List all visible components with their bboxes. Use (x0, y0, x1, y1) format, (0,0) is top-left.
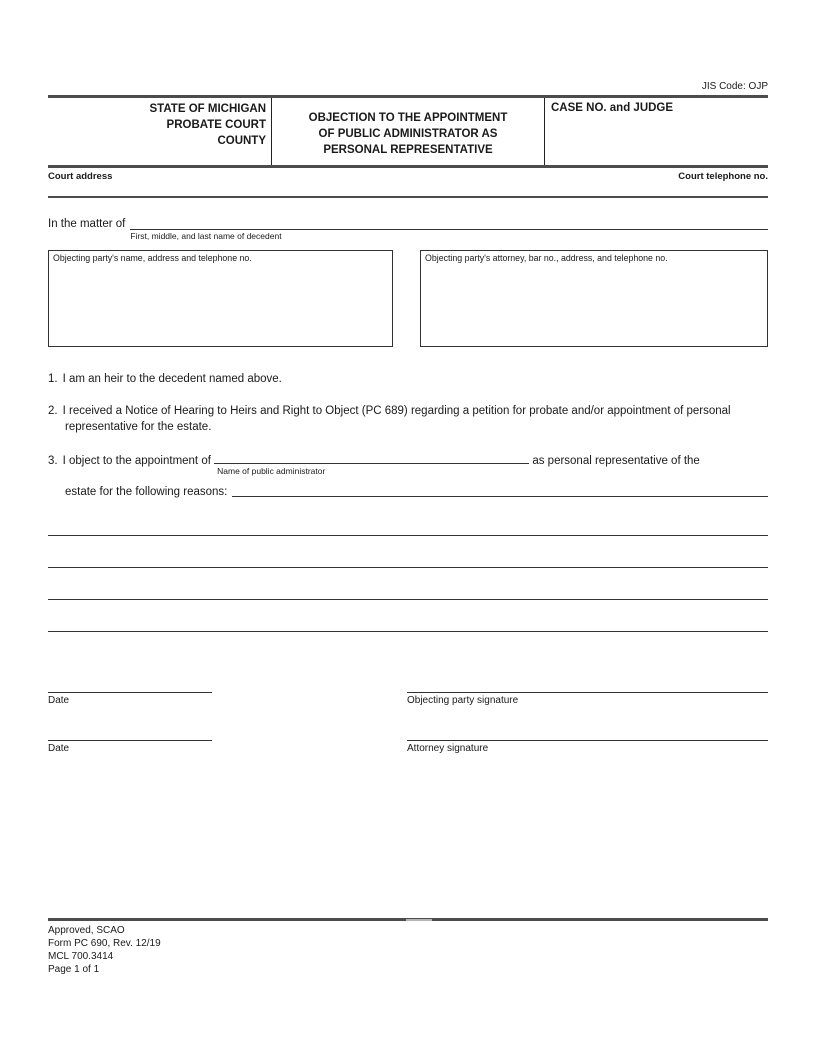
statement-item-3 (48, 452, 768, 476)
item-3-number: 3. (48, 455, 58, 467)
form-title (272, 98, 545, 165)
date-field-1-wrap (48, 680, 212, 707)
county-line: COUNTY (217, 135, 266, 147)
court-telephone-label: Court telephone no. (678, 171, 768, 182)
reasons-field-line-2[interactable] (48, 536, 768, 568)
footer-rule-notch (406, 919, 432, 921)
footer-page-number: Page 1 of 1 (48, 964, 100, 975)
date-label-1: Date (48, 695, 70, 706)
decedent-name-field-wrap (130, 217, 768, 242)
item-3-text-after: as personal representative of the (532, 455, 700, 467)
signature-row-2-spacer (212, 728, 407, 755)
signature-row-1-spacer (212, 680, 407, 707)
attorney-signature-field[interactable] (407, 728, 768, 741)
signature-row-1 (48, 680, 768, 707)
date-label-2: Date (48, 743, 70, 754)
form-header (48, 95, 768, 168)
public-administrator-name-caption: Name of public administrator (217, 466, 326, 476)
case-number-field[interactable] (545, 98, 768, 165)
date-field-2[interactable] (48, 728, 212, 741)
reasons-field-line-0[interactable] (232, 486, 768, 497)
probate-court-line: PROBATE COURT (166, 119, 266, 131)
date-field-2-wrap (48, 728, 212, 755)
reasons-field-line-4[interactable] (48, 600, 768, 632)
footer-approved: Approved, SCAO (48, 925, 125, 936)
signature-row-2 (48, 728, 768, 755)
attorney-signature-wrap (407, 728, 768, 755)
form-title-line3: PERSONAL REPRESENTATIVE (323, 144, 493, 156)
objecting-party-box[interactable] (48, 250, 393, 347)
case-number-label: CASE NO. and JUDGE (551, 102, 674, 114)
attorney-box-label: Objecting party's attorney, bar no., address, and telephone no. (425, 253, 668, 263)
jis-code: JIS Code: OJP (701, 81, 768, 92)
attorney-signature-label: Attorney signature (407, 743, 489, 754)
public-administrator-name-field[interactable] (214, 452, 529, 476)
form-content (0, 81, 816, 976)
reasons-field-line-1[interactable] (48, 504, 768, 536)
item-1-number: 1. (48, 373, 58, 385)
court-info-rule (48, 196, 768, 198)
court-name-cell (48, 98, 272, 165)
reasons-lead-row (48, 486, 768, 498)
reasons-lead-text: estate for the following reasons: (65, 486, 228, 498)
form-title-line2: OF PUBLIC ADMINISTRATOR AS (318, 128, 498, 140)
statement-item-1 (48, 371, 768, 387)
reasons-field-line-3[interactable] (48, 568, 768, 600)
objecting-party-signature-field[interactable] (407, 680, 768, 693)
item-2-text: I received a Notice of Hearing to Heirs and Right to Object (PC 689) regarding a petition for probate and/or appointment of personal representative for the estate. (62, 405, 731, 433)
court-address-label: Court address (48, 171, 113, 182)
decedent-name-field[interactable] (130, 217, 768, 230)
footer-form-number: Form PC 690, Rev. 12/19 (48, 938, 161, 949)
objecting-party-signature-wrap (407, 680, 768, 707)
statement-item-2 (48, 403, 768, 435)
decedent-name-caption: First, middle, and last name of decedent (130, 231, 282, 241)
matter-row (48, 217, 768, 242)
date-field-1[interactable] (48, 680, 212, 693)
form-title-line1: OBJECTION TO THE APPOINTMENT (308, 112, 508, 124)
objecting-party-signature-label: Objecting party signature (407, 695, 519, 706)
item-3-text-before: I object to the appointment of (62, 455, 211, 467)
item-1-text: I am an heir to the decedent named above. (62, 373, 282, 385)
party-boxes-row (48, 250, 768, 347)
item-2-number: 2. (48, 405, 58, 417)
matter-lead-text: In the matter of (48, 218, 126, 230)
attorney-box[interactable] (420, 250, 768, 347)
form-footer (48, 924, 768, 976)
objecting-party-box-label: Objecting party's name, address and telephone no. (53, 253, 252, 263)
state-line: STATE OF MICHIGAN (149, 103, 266, 115)
court-info-row (48, 168, 768, 196)
footer-mcl: MCL 700.3414 (48, 951, 114, 962)
footer-rule (48, 918, 768, 921)
